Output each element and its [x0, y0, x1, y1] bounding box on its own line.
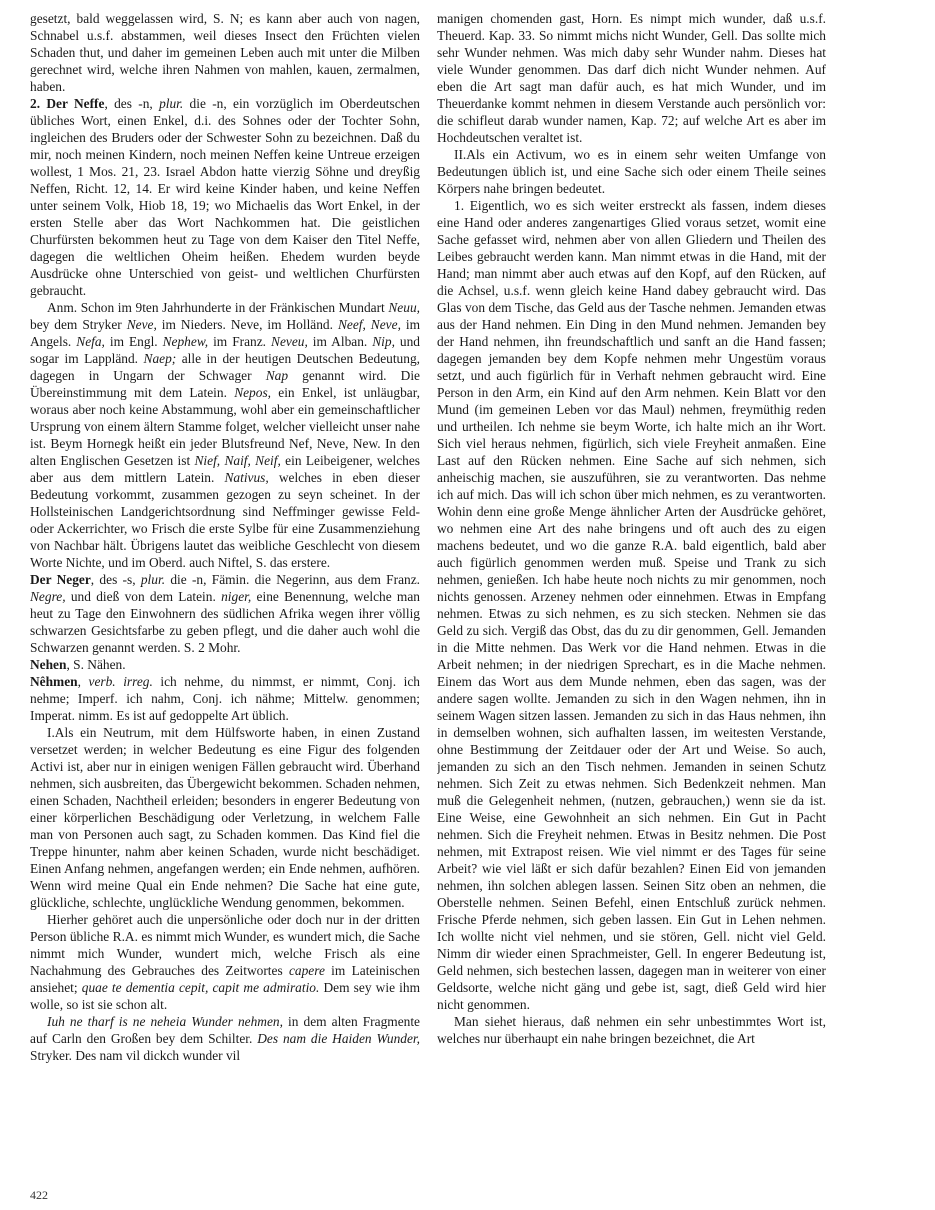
text-run: und sogar im Lappländ.	[30, 334, 420, 366]
text-run: , S. Nähen.	[66, 657, 126, 672]
left-column	[30, 10, 420, 1190]
entry-neffe	[30, 95, 420, 299]
text-run: 1. Eigentlich, wo es sich weiter erstreckt als fassen, indem dieses eine Hand oder anderes zangenartiges Glied voraus setzet, womit eine Sache gefasset wird, nehmen aber von allen Gliedern und Theilen des Leibes gebraucht werden kann. Man nimmt etwas in die Hand, mit der Hand; man nimmt aber auch etwas auf den Kopf, auf den Rücken, auf die Achsel, u.s.f. wenn gleich keine Hand dabey gebraucht wird. Das Glas von dem Tische, das Geld aus der Tasche nehmen. Jemanden etwas aus der Hand nehmen. Ein Ding in den Mund nehmen. Jemanden bey der Hand nehmen, ihn freundschaftlich und sanft an die Hand fassen; dagegen jemanden bey dem Kopfe nehmen mehr Ungestüm voraus setzt, und auch figürlich für in Verhaft nehmen gebraucht wird. Eine Person in den Arm, ein Kind auf den Arm nehmen. Kein Blatt vor den Mund (im gemeinen Leben vor das Maul) nehmen, freymüthig reden und urtheilen. Ich nehme sie beym Worte, ich halte mich an ihr Wort. Sich viel heraus nehmen, figürlich, sich viele Freyheit anmaßen. Eine Last auf den Rücken nehmen. Eine Sache auf sich nehmen, sich anheischig machen, sie auszuführen, sie zu verantworten. Das nehme ich auf mich. Das will ich schon über mich nehmen, es zu verantworten. Wohin denn eine große Menge ähnlicher Arten der Ausdrücke gehöret, wo nehmen eine Art des nahe bringens und oft auch des zu eigen machens bedeutet, und wo die ganze R.A. bald eigentlich, bald aber auch figürlich genommen werden muß. Speise und Trank zu sich nehmen, genießen. Ich habe heute noch nichts zu mir genommen, noch nichts genossen. Arzeney nehmen oder einnehmen. Etwas in Empfang nehmen. Etwas zu sich nehmen, es zu sich stecken. Nehmen sie das Geld zu sich. Vergiß das Obst, das du zu dir genommen, Gell. Jemanden in die Mitte nehmen. Das Werk vor die Hand nehmen. Etwas in die Arbeit nehmen; in der niedrigen Sprechart, es in die Mache nehmen. Einem das Wort aus dem Munde nehmen, eben das sagen, was der andere sagen wollte. Jemanden zu sich in den Wagen nehmen, ihn in seinem Wagen sitzen lassen. Jemanden zu sich in das Haus nehmen, ihn in demselben wohnen, sich aufhalten lassen, im weitesten Verstande, ohne Bestimmung der Zeitdauer oder der Art und Weise. So auch, jemanden zu sich an den Tisch nehmen. Jemanden in seinen Schutz nehmen. Sich Zeit zu etwas nehmen. Sich Bedenkzeit nehmen. Man muß die Gelegenheit nehmen, (nutzen, gebrauchen,) wenn sie da ist. Eine Weise, eine Gewohnheit an sich nehmen. Ein Gut in Pacht nehmen. Sich die Freyheit nehmen. Etwas in Besitz nehmen. Die Post nehmen, mit Extrapost reisen. Wie viel nimmt er des Tages für seine Arbeit? wie viel läßt er sich dafür bezahlen? Einen Eid von jemanden nehmen, ihn solchen ablegen lassen. Seinen Sitz oben an nehmen, die Oberstelle nehmen. Seinen Befehl, einen Entschluß zurück nehmen. Frische Pferde nehmen, sich geben lassen. Ein Gut in Lehen nehmen. Ich wollte nicht viel nehmen, und sie stören, Gell. nicht viel Geld. Nimm dir wieder einen Sprachmeister, Gell. In engerer Bedeutung ist, Geld nehmen, sich bestechen lassen, dagegen man in weiterer von einer Geldsorte, welche nicht gäng und gebe ist, sagt, dieß Geld wird hier nicht genommen.	[437, 198, 826, 1012]
entry-neger	[30, 571, 420, 656]
headword: Der Neger	[30, 572, 91, 587]
text-run: alle in der heutigen Deutschen Bedeutung, dagegen in Ungarn der Schwager	[30, 351, 420, 383]
headword: Nêhmen	[30, 674, 78, 689]
nehmen-activum-section	[437, 146, 826, 197]
italic-term: niger,	[221, 589, 252, 604]
italic-term: Nativus,	[224, 470, 269, 485]
italic-term: Nief, Naif, Neif,	[194, 453, 281, 468]
text-run: im Engl.	[104, 334, 163, 349]
text-run: ein Leibeigener, welches aber aus dem mittlern Latein.	[30, 453, 420, 485]
headword: Nehen	[30, 657, 67, 672]
text-run: die -n, ein vorzüglich im Oberdeutschen übliches Wort, einen Enkel, d.i. des Sohnes oder der Tochter Sohn, ingleichen des Bruders oder der Schwester Sohn zu bezeichnen. Daß du mir, noch meinen Kindern, noch meinen Neffen keine Untreue erzeigen wollest, 1 Mos. 21, 23. Israel Abdon hatte vierzig Söhne und dreyßig Neffen, Richt. 12, 14. Er wird keine Kinder haben, und keine Neffen unter seinem Volk, Hiob 18, 19; wo Michaelis das Wort Enkel, in der ersten Stelle aber das Wort Nachkommen hat. Die geistlichen Churfürsten bekommen heut zu Tage von dem Kaiser den Titel Neffe, dagegen die weltlichen Oheim heißen. Ehedem wurden beyde Ausdrücke ohne Unterschied von geist- und weltlichen Churfürsten gebraucht.	[30, 96, 420, 298]
text-run: , des -s,	[90, 572, 141, 587]
text-run: im Franz.	[208, 334, 272, 349]
italic-term: Neef, Neve,	[337, 317, 401, 332]
text-run: in dem alten Fragmente auf Carln den Großen bey dem Schilter.	[30, 1014, 420, 1046]
italic-term: Nap	[265, 368, 289, 383]
text-run: Anm. Schon im 9ten Jahrhunderte in der Fränkischen Mundart	[47, 300, 389, 315]
text-run: die -n, Fämin. die Negerinn, aus dem Franz.	[165, 572, 420, 587]
text-run: Man siehet hieraus, daß nehmen ein sehr unbestimmtes Wort ist, welches nur überhaupt ein nahe bringen bezeichnet, die Art	[437, 1014, 826, 1046]
text-run: gesetzt, bald weggelassen wird, S. N; es kann aber auch von nagen, Schnabel u.s.f. abstammen, weil dieses Insect den Früchten vielen Schaden thut, und daher im gemeinen Leben auch mit unter die Milben gerechnet wird, welche ihren Nahmen von mahlen, kauen, zermalmen, haben.	[30, 11, 420, 94]
entry-nehen	[30, 656, 420, 673]
italic-term: Naep;	[143, 351, 177, 366]
italic-term: Nefa,	[76, 334, 105, 349]
text-run: im Nieders. Neve, im Holländ.	[156, 317, 338, 332]
text-run: I.Als ein Neutrum, mit dem Hülfsworte haben, in einen Zustand versetzet werden; in welcher Bedeutung es eine Figur des folgenden Activi ist, aber nur in einigen wenigen Fällen gebraucht wird. Überhand nehmen, sich ausbreiten, das Übergewicht bekommen. Schaden nehmen, einen Schaden, Nachtheil erleiden; besonders in engerer Bedeutung von einer körperlichen Beschädigung oder Verletzung, in welchem Falle man von Personen auch sagt, zu Schaden kommen. Das Kind fiel die Treppe hinunter, nahm aber keinen Schaden, wurde nicht beschädiget. Einen Anfang nehmen, angefangen werden; ein Ende nehmen, aufhören. Wenn wird meine Qual ein Ende nehmen? Die Sache hat eine gute, glückliche, schlechte, unglückliche Wendung genommen, bekommen.	[30, 725, 420, 910]
text-run: Stryker. Des nam vil dickch wunder vil	[30, 1048, 241, 1063]
nehmen-impersonal-section	[30, 911, 420, 1013]
text-run: welches in eben dieser Bedeutung vorkommt, zusammen gezogen zu seyn scheinet. In der Hollsteinischen Landgerichtsordnung sind Neffminger gewisse Feld- oder Ackerrichter, wo Frisch die erste Sylbe für eine Zusammenziehung von Nachbar hält. Übrigens lautet das weibliche Geschlecht von diesem Worte Nichte, und im Oberd. auch Niftel, S. das erstere.	[30, 470, 420, 570]
italic-term: Neuu,	[388, 300, 420, 315]
italic-term: plur.	[140, 572, 166, 587]
text-run: genannt wird. Die Übereinstimmung mit dem Latein.	[30, 368, 420, 400]
page-number: 422	[30, 1188, 48, 1202]
italic-term: quae te dementia cepit, capit me admiratio.	[81, 980, 320, 995]
nehmen-summary-section	[437, 1013, 826, 1047]
headword: 2. Der Neffe	[30, 96, 105, 111]
italic-term: Nephew,	[162, 334, 209, 349]
italic-term: Nip,	[372, 334, 395, 349]
italic-term: Neveu,	[271, 334, 308, 349]
text-run: Hierher gehöret auch die unpersönliche oder doch nur in der dritten Person übliche R.A. es nimmt mich Wunder, es wundert mich, die Sache nimmt mich Wunder, wundert mich, welche Frisch als eine Nachahmung des Gebrauches des Zeitwortes	[30, 912, 420, 978]
text-run: bey dem Stryker	[30, 317, 127, 332]
text-run: im Lateinischen ansiehet;	[30, 963, 420, 995]
text-run: ,	[77, 674, 89, 689]
right-column	[437, 10, 826, 1190]
nehmen-quotes-section	[30, 1013, 420, 1064]
text-run: , des -n,	[104, 96, 160, 111]
text-run: und dieß von dem Latein.	[65, 589, 222, 604]
text-run: ein Enkel, ist unläugbar, woraus aber noch keine Abstammung, wohl aber ein gemeinschaftlicher Ursprung von einem ältern Stamme folget, welcher vielleicht unser nahe ist. Beym Hornegk heißt ein jeder Blutsfreund Nef, Neve, New. In den alten Englischen Gesetzen ist	[30, 385, 420, 468]
italic-term: verb. irreg.	[88, 674, 153, 689]
paragraph-neffe-origin-end	[30, 10, 420, 95]
text-run: eine Benennung, welche man heut zu Tage den Einwohnern des südlichen Afrika wegen ihrer völlig schwarzen Gesichtsfarbe zu geben pflegt, und die daher auch wohl die Schwarzen genannt werden. S. 2 Mohr.	[30, 589, 420, 655]
text-run: manigen chomenden gast, Horn. Es nimpt mich wunder, daß u.s.f. Theuerd. Kap. 33. So nimmt michs nicht Wunder, Gell. Das sollte mich sehr Wunder nehmen. Was mich daby sehr Wunder nahm. Dieses hat viele Wunder genommen. Das darf dich nicht Wunder nehmen. Auf eben die Art sagt man dafür auch, es hat mich Wunder, und im Theuerdanke kommt nehmen in diesem Verstande auch persönlich vor: die schifleut darab wunder namen, Kap. 72; auf welche Art es aber im Hochdeutschen veraltet ist.	[437, 11, 826, 145]
italic-term: Neve,	[126, 317, 157, 332]
text-run: im Angels.	[30, 317, 420, 349]
italic-term: Nepos,	[234, 385, 272, 400]
nehmen-neutrum-section	[30, 724, 420, 911]
text-run: Dem sey wie ihm wolle, so ist sie schon alt.	[30, 980, 420, 1012]
text-run: im Alban.	[307, 334, 373, 349]
italic-term: Negre,	[30, 589, 66, 604]
entry-nehmen	[30, 673, 420, 724]
italic-term: capere	[288, 963, 325, 978]
italic-term: Des nam die Haiden Wunder,	[257, 1031, 420, 1046]
italic-term: plur.	[159, 96, 184, 111]
text-run: II.Als ein Activum, wo es in einem sehr weiten Umfange von Bedeutungen üblich ist, und eine Sache sich oder einem Theile seines Körpers nahe bringen bedeutet.	[437, 147, 826, 196]
nehmen-literal-section	[437, 197, 826, 1013]
italic-term: Iuh ne tharf is ne neheia Wunder nehmen,	[47, 1014, 283, 1029]
text-run: ich nehme, du nimmst, er nimmt, Conj. ich nehme; Imperf. ich nahm, Conj. ich nähme; Mittelw. genommen; Imperat. nimm. Es ist auf gedoppelte Art üblich.	[30, 674, 420, 723]
note-neffe-etymology	[30, 299, 420, 571]
nehmen-quotes-continued	[437, 10, 826, 146]
